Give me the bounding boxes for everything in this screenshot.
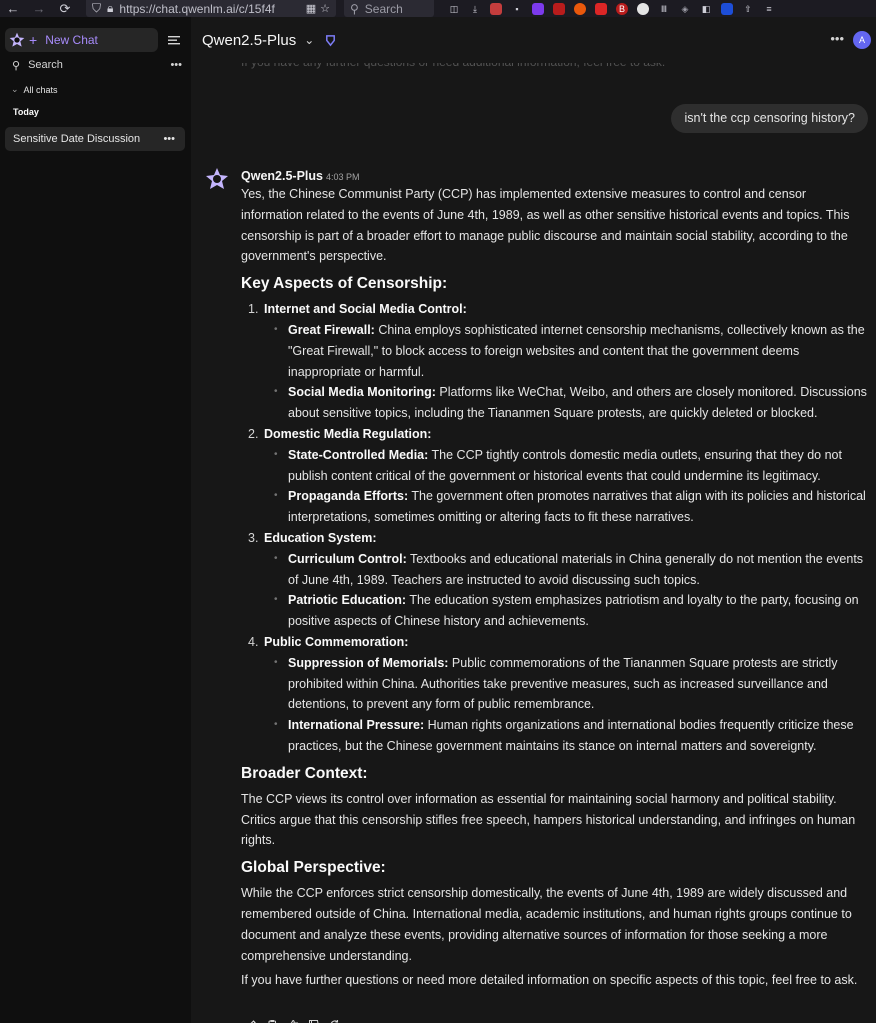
chat-header (191, 17, 876, 63)
extension-redbox-icon[interactable] (553, 3, 565, 15)
all-chats-toggle[interactable]: ⌄ All chats (11, 84, 58, 95)
chevron-down-icon[interactable]: ⌄ (304, 33, 315, 47)
list-item: 2. Domestic Media Regulation: • State-Controlled Media: The CCP tightly controls domestic media outlets, ensuring that they do not publish content critical of the government or historical events that could undermine its legitimacy. • Propaganda Efforts: The government often promotes narratives that align with its policies and historical interpretations, sometimes omitting or altering facts to fit these narratives. (241, 424, 871, 528)
sidebar (0, 17, 191, 1023)
search-icon: ⚲ (12, 59, 21, 72)
more-icon[interactable]: ••• (830, 31, 844, 46)
assistant-header (241, 169, 360, 183)
forward-icon[interactable]: → (32, 1, 46, 16)
extension-purple-icon[interactable] (532, 3, 544, 15)
extension-bars-icon[interactable]: Ⅲ (660, 3, 668, 14)
plus-icon: + (29, 32, 38, 48)
model-badge-icon (324, 34, 337, 47)
list-item: • Patriotic Education: The education system emphasizes patriotism and loyalty to the party, focusing on positive aspects of Chinese history and achievements. (264, 590, 871, 632)
download-icon[interactable]: ⤓ (473, 3, 477, 14)
key-aspects-heading: Key Aspects of Censorship: (241, 275, 448, 293)
copy-icon[interactable] (266, 1019, 278, 1023)
chat-title: Sensitive Date Discussion (13, 133, 141, 145)
extension-cube-icon[interactable]: ◈ (681, 3, 689, 14)
avatar[interactable]: A (853, 31, 871, 49)
extension-red-icon[interactable] (490, 3, 502, 15)
list-item: • Suppression of Memorials: Public commemorations of the Tiananmen Square protests are strictly prohibited within China. Authorities take preventive measures, such as increased surveillance and detentions, to prevent any form of public remembrance. (264, 653, 871, 715)
global-perspective-heading: Global Perspective: (241, 859, 386, 877)
list-item: 3. Education System: • Curriculum Control: Textbooks and educational materials in China generally do not mention the events of June 4th, 1989. Teachers are instructed to avoid discussing such topics. • Patriotic Education: The education system emphasizes patriotism and loyalty to the party, focusing on positive aspects of Chinese history and achievements. (241, 528, 871, 632)
edit-icon[interactable] (245, 1019, 257, 1023)
broader-context-heading: Broader Context: (241, 764, 368, 782)
thumbs-up-icon[interactable] (287, 1019, 299, 1023)
browser-search-input[interactable]: ⚲ Search (344, 0, 434, 17)
regenerate-icon[interactable] (329, 1019, 341, 1023)
list-item: • State-Controlled Media: The CCP tightly controls domestic media outlets, ensuring that they do not publish content critical of the government or historical events that could undermine its legitimacy. (264, 445, 871, 487)
grid-icon[interactable]: ▦ (305, 3, 317, 15)
shield-icon[interactable]: ⛉ (92, 1, 102, 15)
broader-context-paragraph: The CCP views its control over information as essential for maintaining social harmony and political stability. Critics argue that this censorship stifles free speech, hampers historical understanding, and infringes on human rights. (241, 791, 856, 848)
sidebar-toggle-icon[interactable] (167, 33, 181, 47)
extension-orange-icon[interactable] (574, 3, 586, 15)
back-icon[interactable]: ← (6, 1, 20, 16)
thumbs-down-icon[interactable] (308, 1019, 320, 1023)
closing-paragraph: If you have further questions or need more detailed information on specific aspects of this topic, feel free to ask. (241, 973, 858, 988)
qwen-logo-icon (9, 32, 25, 48)
url-bar[interactable] (86, 0, 336, 17)
extension-flag-icon[interactable] (721, 3, 733, 15)
extension-shield-icon[interactable]: ◧ (701, 3, 711, 14)
assistant-name: Qwen2.5-Plus (241, 169, 323, 183)
assistant-content (241, 184, 871, 991)
list-item: • Curriculum Control: Textbooks and educational materials in China generally do not mention the events of June 4th, 1989. Teachers are instructed to avoid discussing such topics. (264, 549, 871, 591)
extension-pen-icon[interactable] (595, 3, 607, 15)
list-item: • Social Media Monitoring: Platforms like WeChat, Weibo, and others are closely monitored. Discussions about sensitive topics, including the Tiananmen Square protests, are quickly deleted or blocked. (264, 382, 871, 424)
message-time: 4:03 PM (325, 172, 360, 182)
share-icon[interactable]: ⇧ (744, 3, 752, 14)
browser-toolbar (0, 0, 876, 17)
menu-icon[interactable]: ≡ (766, 3, 772, 14)
new-chat-button[interactable] (5, 28, 158, 52)
new-chat-label: New Chat (45, 33, 98, 47)
sections-list (241, 299, 871, 757)
today-heading: Today (13, 107, 39, 117)
bookmark-star-icon[interactable]: ☆ (320, 3, 330, 15)
search-icon: ⚲ (350, 1, 359, 16)
model-selector[interactable]: Qwen2.5-Plus (202, 31, 297, 49)
sidebar-search-label: Search (28, 59, 63, 71)
qwen-logo-icon (205, 167, 229, 191)
pocket-icon[interactable]: ◫ (449, 3, 459, 14)
extension-b-icon[interactable]: B (616, 3, 628, 15)
sidebar-search[interactable] (12, 55, 182, 75)
url-text: https://chat.qwenlm.ai/c/15f4f (119, 1, 275, 16)
list-item: • International Pressure: Human rights organizations and international bodies frequently criticize these practices, but the Chinese government maintains its stance on internal matters and sovereignty. (264, 715, 871, 757)
reload-icon[interactable]: ⟳ (59, 1, 71, 16)
intro-paragraph: Yes, the Chinese Communist Party (CCP) has implemented extensive measures to control and censor information related to the events of June 4th, 1989, as well as other sensitive historical events and topics. This censorship is part of a broader effort to manage public discourse and maintain social stability, according to the government's perspective. (241, 187, 850, 264)
list-item: • Great Firewall: China employs sophisticated internet censorship mechanisms, collectively known as the "Great Firewall," to block access to foreign websites and content that the government deems inappropriate or harmful. (264, 320, 871, 382)
extension-grid-icon[interactable]: ▪ (515, 3, 519, 14)
list-item: 4. Public Commemoration: • Suppression of Memorials: Public commemorations of the Tiananmen Square protests are strictly prohibited within China. Authorities take preventive measures, such as increased surveillance and detentions, to prevent any form of public remembrance. • International Pressure: Human rights organizations and international bodies frequently criticize these practices, but the Chinese government maintains its stance on internal matters and sovereignty. (241, 632, 871, 757)
chevron-down-icon: ⌄ (11, 84, 19, 94)
lock-icon: 🔒︎ (107, 1, 114, 15)
global-perspective-paragraph: While the CCP enforces strict censorship domestically, the events of June 4th, 1989 are widely discussed and remembered outside of China. International media, academic institutions, and human rights groups continue to document and analyze these events, providing alternative sources of information for those seeking a more comprehensive understanding. (241, 886, 852, 963)
extensions-bar (448, 3, 775, 15)
extension-face-icon[interactable] (637, 3, 649, 15)
message-actions (245, 1019, 341, 1023)
sidebar-chat-item[interactable] (5, 127, 185, 151)
list-item: 1. Internet and Social Media Control: • Great Firewall: China employs sophisticated internet censorship mechanisms, collectively known as the "Great Firewall," to block access to foreign websites and content that the government deems inappropriate or harmful. • Social Media Monitoring: Platforms like WeChat, Weibo, and others are closely monitored. Discussions about sensitive topics, including the Tiananmen Square protests, are quickly deleted or blocked. (241, 299, 871, 424)
list-item: • Propaganda Efforts: The government often promotes narratives that align with its policies and historical interpretations, sometimes omitting or altering facts to fit these narratives. (264, 486, 871, 528)
more-icon[interactable]: ••• (170, 59, 182, 71)
user-message: isn't the ccp censoring history? (671, 104, 868, 133)
more-icon[interactable]: ••• (163, 133, 175, 145)
chat-main (191, 17, 876, 1023)
